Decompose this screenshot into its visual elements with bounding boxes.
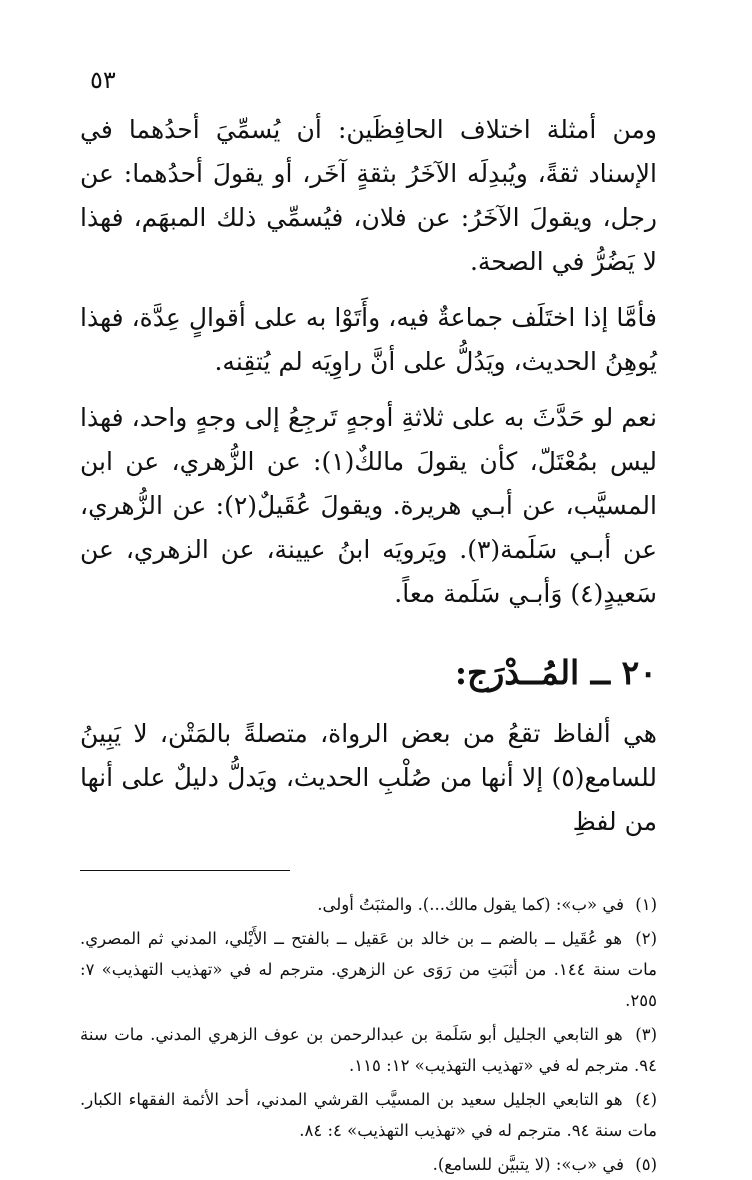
footnote-number: (١): [635, 895, 657, 914]
footnote-number: (٥): [635, 1155, 657, 1174]
footnote-number: (٤): [635, 1090, 657, 1109]
footnote-text: هو التابعي الجليل أبو سَلَمة بن عبدالرحمن بن عوف الزهري المدني. مات سنة ٩٤. مترجم له في «تهذيب التهذيب» ١٢: ١١٥.: [80, 1025, 657, 1075]
main-text: [80, 108, 657, 844]
footnote-text: في «ب»: (كما يقول مالك...). والمثبَتُ أولى.: [317, 895, 624, 914]
footnote-separator-wrap: [80, 870, 657, 871]
paragraph-disagreement: فأمَّا إذا اختَلَف جماعةٌ فيه، وأَتَوْا به على أقوالٍ عِدَّة، فهذا يُوهِنُ الحديث، ويَدُلُّ على أنَّ راوِيَه لم يُتقِنه.: [80, 303, 657, 376]
paragraph-three-ways: نعم لو حَدَّثَ به على ثلاثةِ أوجهٍ تَرجِعُ إلى وجهٍ واحد، فهذا ليس بمُعْتَلّ، كأن يقولَ مالكٌ(١): عن الزُّهري، عن ابن المسيَّب، عن أبـي هريرة. ويقولَ عُقَيلٌ(٢): عن الزُّهري، عن أبـي سَلَمة(٣). ويَرويَه ابنُ عيينة، عن الزهري، عن سَعيدٍ(٤) وَأبـي سَلَمة معاً.: [80, 403, 657, 608]
footnote-text: في «ب»: (لا يتبيَّن للسامع).: [432, 1155, 624, 1174]
footnote: [80, 1149, 657, 1180]
footnote-text: هو عُقَيل ــ بالضم ــ بن خالد بن عَقيل ــ بالفتح ــ الأَيْلي، المدني ثم المصري. مات سنة ١٤٤. من أثبَتِ من رَوَى عن الزهري. مترجم له في «تهذيب التهذيب» ٧: ٢٥٥.: [80, 929, 657, 1010]
footnote: [80, 1019, 657, 1081]
page-number: ٥٣: [90, 66, 116, 94]
footnote: [80, 923, 657, 1016]
footnote: [80, 1084, 657, 1146]
footnote-number: (٣): [635, 1025, 658, 1044]
footnotes: [80, 889, 657, 1180]
paragraph-examples: ومن أمثلة اختلاف الحافِظَين: أن يُسمِّيَ أحدُهما في الإسناد ثقةً، ويُبدِلَه الآخَرُ بثقةٍ آخَر، أو يقولَ أحدُهما: عن رجل، ويقولَ الآخَرُ: عن فلان، فيُسمِّي ذلك المبهَم، فهذا لا يَضُرُّ في الصحة.: [80, 115, 657, 276]
footnote-separator: [80, 870, 290, 871]
footnote: [80, 889, 657, 920]
paragraph-mudraj-definition: هي ألفاظ تقعُ من بعض الرواة، متصلةً بالمَتْن، لا يَبِينُ للسامع(٥) إلا أنها من صُلْبِ الحديث، ويَدلُّ دليلٌ على أنها من لفظِ: [80, 719, 657, 836]
footnote-text: هو التابعي الجليل سعيد بن المسيَّب القرشي المدني، أحد الأئمة الفقهاء الكبار. مات سنة ٩٤. مترجم له في «تهذيب التهذيب» ٤: ٨٤.: [80, 1090, 657, 1140]
section-heading: ٢٠ ــ المُــدْرَج:: [454, 653, 657, 692]
footnote-number: (٢): [635, 929, 657, 948]
